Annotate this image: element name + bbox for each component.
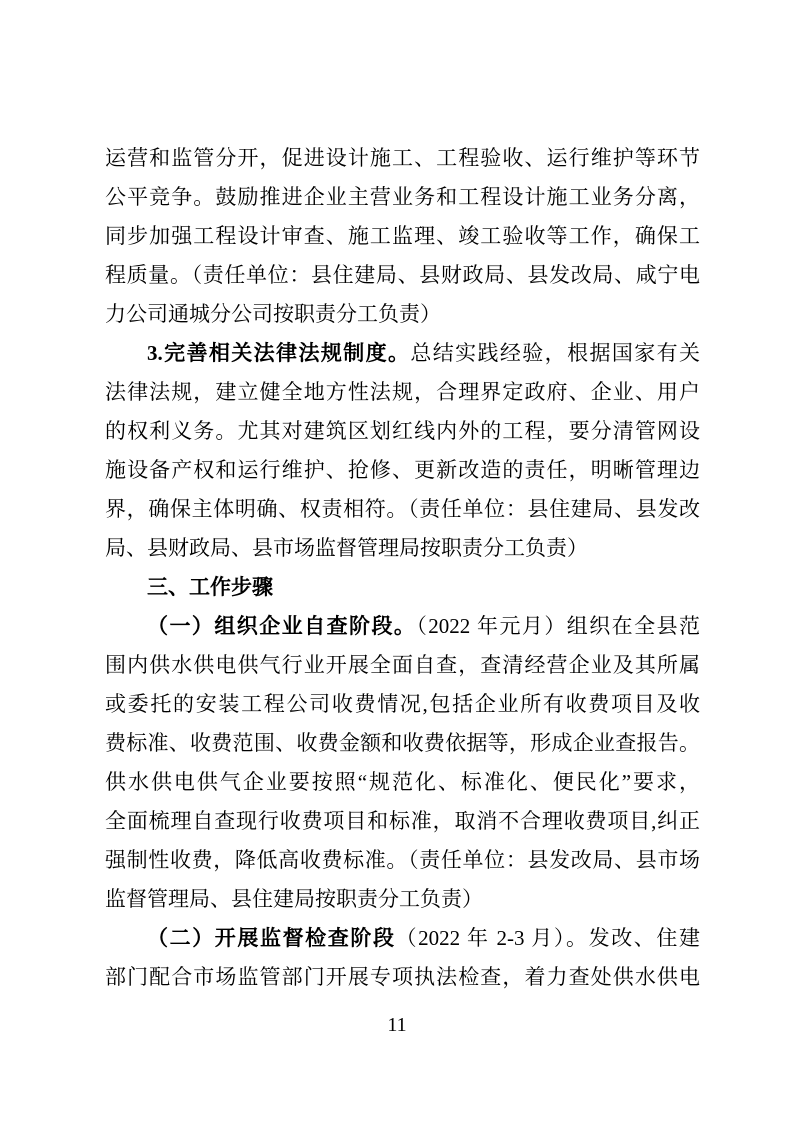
text-line: [105, 919, 700, 958]
text-line: [105, 451, 700, 490]
text-line: [105, 373, 700, 412]
text-segment: 程质量。（责任单位：县住建局、县财政局、县发改局、咸宁电: [105, 263, 700, 287]
text-line: [105, 529, 700, 568]
bold-text-segment: （二）开展监督检查阶段: [147, 926, 396, 950]
text-segment: 供水供电供气企业要按照“规范化、标准化、便民化”要求，: [105, 770, 700, 794]
document-body: [105, 139, 700, 997]
text-line: [105, 685, 700, 724]
bold-text-segment: （一）组织企业自查阶段。: [147, 614, 417, 638]
text-segment: 局、县财政局、县市场监督管理局按职责分工负责）: [105, 536, 588, 560]
text-segment: 强制性收费，降低高收费标准。（责任单位：县发改局、县市场: [105, 848, 700, 872]
text-segment: 总结实践经验，根据国家有关: [410, 341, 700, 365]
text-line: [105, 568, 700, 607]
text-line: [105, 724, 700, 763]
page-number: 11: [387, 1014, 407, 1036]
text-line: [105, 763, 700, 802]
text-line: [105, 295, 700, 334]
text-segment: 的权利义务。尤其对建筑区划红线内外的工程，要分清管网设: [105, 419, 700, 443]
text-segment: 运营和监管分开，促进设计施工、工程验收、运行维护等环节: [105, 146, 700, 170]
text-line: [105, 958, 700, 997]
text-segment: 部门配合市场监管部门开展专项执法检查，着力查处供水供电: [105, 965, 700, 989]
text-line: [105, 412, 700, 451]
text-segment: 公平竞争。鼓励推进企业主营业务和工程设计施工业务分离，: [105, 185, 700, 209]
text-segment: 费标准、收费范围、收费金额和收费依据等，形成企业查报告。: [105, 731, 700, 755]
text-segment: 或委托的安装工程公司收费情况,包括企业所有收费项目及收: [105, 692, 700, 716]
text-line: [105, 256, 700, 295]
text-line: [105, 178, 700, 217]
text-segment: （2022 年 2-3 月）。发改、住建: [395, 926, 700, 950]
text-segment: 全面梳理自查现行收费项目和标准，取消不合理收费项目,纠正: [105, 809, 700, 833]
text-line: [105, 334, 700, 373]
text-segment: （2022 年元月）组织在全县范: [416, 614, 701, 638]
text-line: [105, 490, 700, 529]
text-segment: 围内供水供电供气行业开展全面自查，查清经营企业及其所属: [105, 653, 700, 677]
text-line: [105, 607, 700, 646]
text-line: [105, 646, 700, 685]
text-line: [105, 139, 700, 178]
text-segment: 施设备产权和运行维护、抢修、更新改造的责任，明晰管理边: [105, 458, 700, 482]
text-line: [105, 217, 700, 256]
text-line: [105, 841, 700, 880]
bold-text-segment: 3.完善相关法律法规制度。: [147, 341, 411, 365]
text-segment: 法律法规，建立健全地方性法规，合理界定政府、企业、用户: [105, 380, 700, 404]
text-line: [105, 880, 700, 919]
text-segment: 界，确保主体明确、权责相符。（责任单位：县住建局、县发改: [105, 497, 700, 521]
bold-text-segment: 三、工作步骤: [147, 575, 273, 599]
text-segment: 同步加强工程设计审查、施工监理、竣工验收等工作，确保工: [105, 224, 700, 248]
text-segment: 监督管理局、县住建局按职责分工负责）: [105, 887, 483, 911]
text-line: [105, 802, 700, 841]
text-segment: 力公司通城分公司按职责分工负责）: [105, 302, 441, 326]
